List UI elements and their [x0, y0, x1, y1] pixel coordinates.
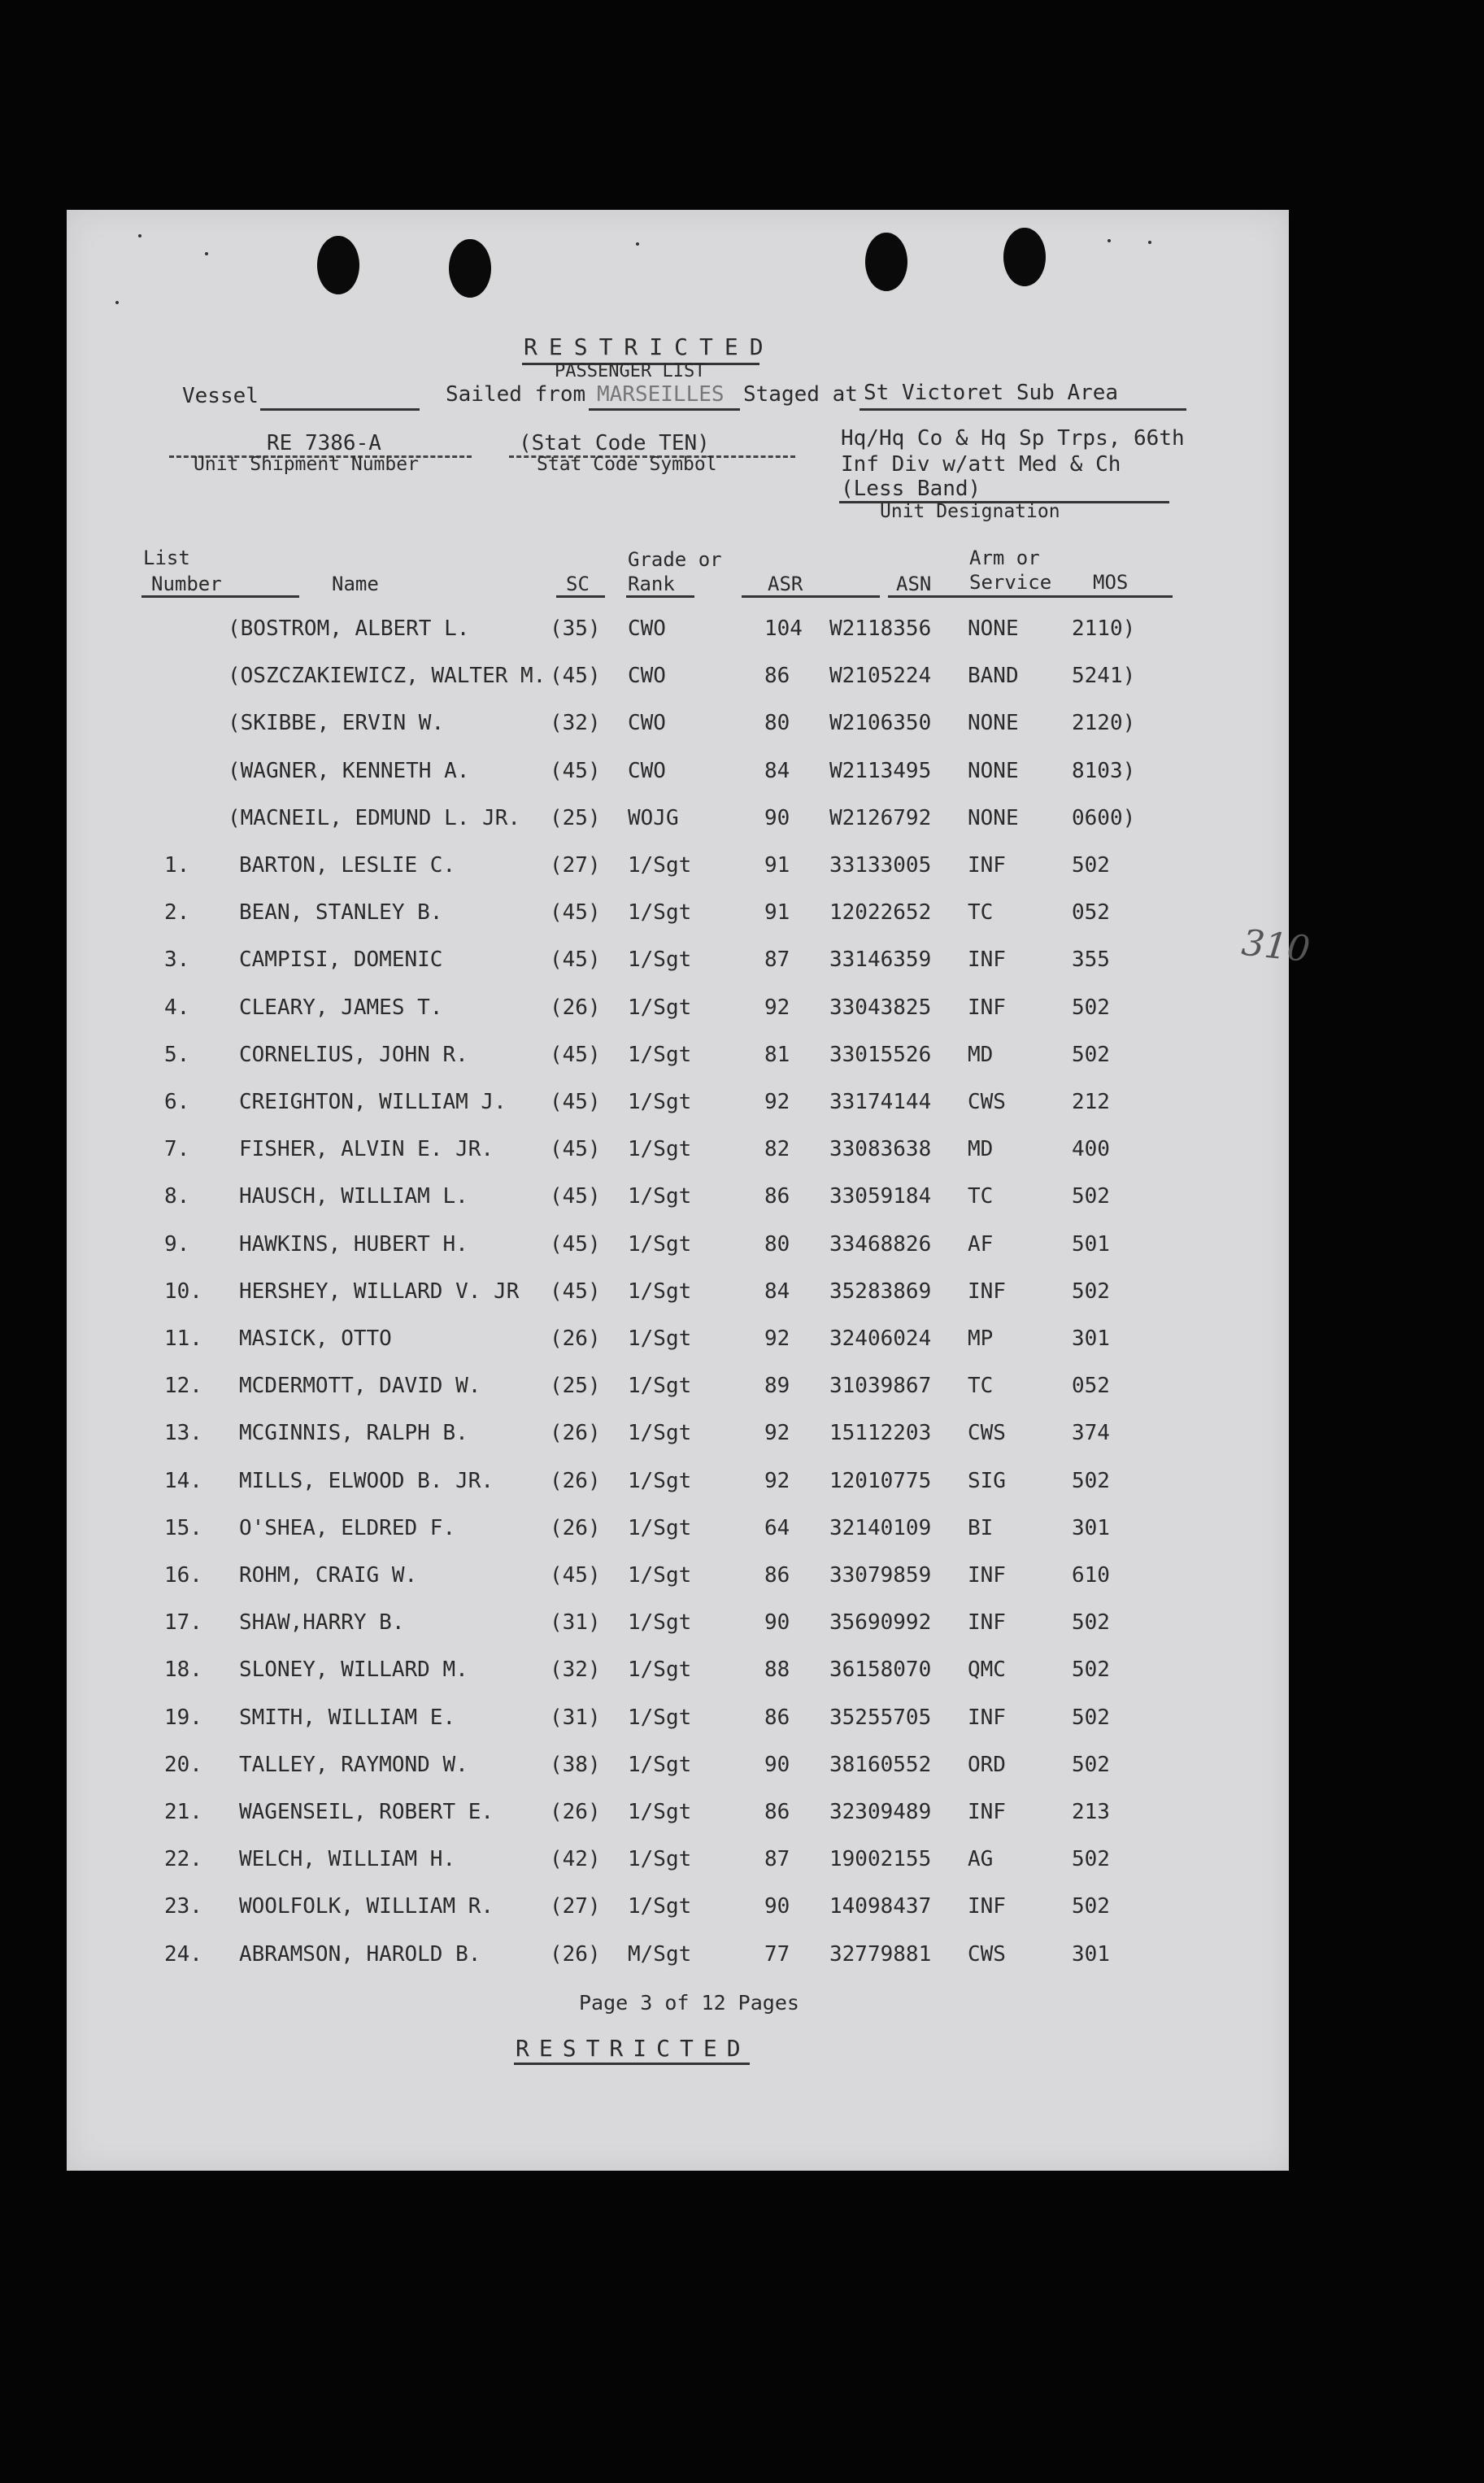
cell-asn: 12010775: [829, 1468, 932, 1493]
cell-name: ROHM, CRAIG W.: [239, 1563, 418, 1588]
cell-arm: INF: [968, 1800, 1006, 1824]
cell-sc: (45): [550, 1137, 601, 1162]
cell-name: (BOSTROM, ALBERT L.: [228, 616, 470, 641]
cell-grade: 1/Sgt: [628, 1042, 692, 1067]
cell-num: 11.: [164, 1326, 202, 1351]
cell-asn: 15112203: [829, 1421, 932, 1446]
sailed-from-value: MARSEILLES: [597, 382, 725, 407]
footer-restricted: RESTRICTED: [516, 2035, 751, 2062]
cell-arm: AG: [968, 1847, 994, 1872]
cell-asn: W2113495: [829, 758, 932, 783]
cell-asn: 19002155: [829, 1847, 932, 1872]
col-list-number: List: [143, 547, 190, 569]
cell-sc: (26): [550, 1326, 601, 1351]
unit-designation-label: Unit Designation: [880, 501, 1060, 522]
cell-asr: 64: [764, 1515, 790, 1540]
cell-asn: 32406024: [829, 1326, 932, 1351]
cell-mos: 301: [1072, 1941, 1110, 1967]
cell-mos: 213: [1072, 1800, 1110, 1824]
cell-asn: 38160552: [829, 1752, 932, 1777]
cell-mos: 502: [1072, 1752, 1110, 1777]
cell-sc: (42): [550, 1847, 601, 1872]
cell-sc: (45): [550, 1184, 601, 1209]
cell-num: 1.: [164, 853, 190, 878]
cell-asr: 80: [764, 1231, 790, 1257]
cell-asn: 32779881: [829, 1941, 932, 1967]
document-title: RESTRICTED: [524, 333, 775, 360]
cell-asr: 89: [764, 1374, 790, 1399]
cell-asr: 104: [764, 616, 803, 641]
cell-num: 12.: [164, 1374, 202, 1399]
unit-designation-line1: Hq/Hq Co & Hq Sp Trps, 66th: [841, 426, 1185, 451]
cell-arm: NONE: [968, 616, 1019, 641]
cell-num: 15.: [164, 1515, 202, 1540]
cell-asn: W2126792: [829, 805, 932, 830]
cell-arm: MD: [968, 1042, 994, 1067]
col-mos: MOS: [1093, 571, 1129, 594]
cell-grade: 1/Sgt: [628, 1137, 692, 1162]
cell-name: HERSHEY, WILLARD V. JR: [239, 1279, 520, 1304]
cell-name: ABRAMSON, HAROLD B.: [239, 1941, 481, 1967]
cell-mos: 502: [1072, 1705, 1110, 1730]
cell-name: MASICK, OTTO: [239, 1326, 392, 1351]
cell-arm: INF: [968, 1610, 1006, 1636]
col-grade-2: Rank: [628, 573, 675, 595]
cell-asn: 12022652: [829, 900, 932, 926]
cell-asn: 36158070: [829, 1658, 932, 1683]
cell-grade: 1/Sgt: [628, 1184, 692, 1209]
cell-sc: (31): [550, 1610, 601, 1636]
cell-arm: NONE: [968, 758, 1019, 783]
cell-arm: NONE: [968, 805, 1019, 830]
cell-grade: CWO: [628, 711, 666, 736]
cell-sc: (45): [550, 758, 601, 783]
cell-asr: 81: [764, 1042, 790, 1067]
page-number: Page 3 of 12 Pages: [579, 1991, 799, 2015]
cell-arm: INF: [968, 1705, 1006, 1730]
col-sc: SC: [566, 573, 590, 595]
cell-name: MCGINNIS, RALPH B.: [239, 1421, 468, 1446]
cell-asr: 92: [764, 1326, 790, 1351]
cell-asn: 33468826: [829, 1231, 932, 1257]
cell-mos: 374: [1072, 1421, 1110, 1446]
unit-designation-line3: (Less Band): [841, 477, 981, 501]
cell-asr: 86: [764, 664, 790, 689]
cell-arm: TC: [968, 1184, 994, 1209]
cell-sc: (45): [550, 1563, 601, 1588]
cell-num: 7.: [164, 1137, 190, 1162]
cell-sc: (26): [550, 1468, 601, 1493]
cell-num: 16.: [164, 1563, 202, 1588]
punch-hole: [449, 239, 491, 298]
cell-grade: 1/Sgt: [628, 1705, 692, 1730]
cell-asn: 35283869: [829, 1279, 932, 1304]
cell-asr: 86: [764, 1800, 790, 1824]
cell-num: 13.: [164, 1421, 202, 1446]
cell-grade: WOJG: [628, 805, 679, 830]
cell-mos: 502: [1072, 853, 1110, 878]
cell-asr: 86: [764, 1563, 790, 1588]
cell-grade: 1/Sgt: [628, 1231, 692, 1257]
cell-sc: (45): [550, 947, 601, 973]
cell-arm: MD: [968, 1137, 994, 1162]
vessel-label: Vessel: [182, 384, 259, 408]
cell-asr: 86: [764, 1184, 790, 1209]
passenger-list-label: PASSENGER LIST: [555, 361, 706, 381]
cell-name: CAMPISI, DOMENIC: [239, 947, 443, 973]
cell-asn: 14098437: [829, 1894, 932, 1919]
cell-asn: W2106350: [829, 711, 932, 736]
unit-shipment-number: RE 7386-A: [267, 431, 381, 455]
cell-asn: 32140109: [829, 1515, 932, 1540]
cell-asn: W2118356: [829, 616, 932, 641]
cell-name: HAWKINS, HUBERT H.: [239, 1231, 468, 1257]
cell-asr: 91: [764, 853, 790, 878]
col-asr: ASR: [768, 573, 803, 595]
col-name: Name: [332, 573, 379, 595]
cell-grade: 1/Sgt: [628, 1894, 692, 1919]
cell-asr: 91: [764, 900, 790, 926]
stat-code-value: (Stat Code TEN): [519, 431, 710, 455]
cell-sc: (31): [550, 1705, 601, 1730]
cell-mos: 2110): [1072, 616, 1136, 641]
cell-arm: NONE: [968, 711, 1019, 736]
cell-num: 17.: [164, 1610, 202, 1636]
cell-sc: (45): [550, 1090, 601, 1114]
cell-mos: 2120): [1072, 711, 1136, 736]
cell-mos: 502: [1072, 1184, 1110, 1209]
cell-sc: (45): [550, 664, 601, 689]
cell-mos: 400: [1072, 1137, 1110, 1162]
cell-asn: 33079859: [829, 1563, 932, 1588]
document-page: [67, 210, 1312, 2171]
cell-grade: 1/Sgt: [628, 1610, 692, 1636]
cell-name: WAGENSEIL, ROBERT E.: [239, 1800, 494, 1824]
cell-grade: 1/Sgt: [628, 947, 692, 973]
cell-mos: 502: [1072, 1042, 1110, 1067]
cell-arm: BAND: [968, 664, 1019, 689]
cell-asr: 87: [764, 947, 790, 973]
cell-name: SLONEY, WILLARD M.: [239, 1658, 468, 1683]
cell-sc: (27): [550, 853, 601, 878]
cell-mos: 5241): [1072, 664, 1136, 689]
cell-asn: 32309489: [829, 1800, 932, 1824]
cell-asr: 84: [764, 758, 790, 783]
cell-num: 8.: [164, 1184, 190, 1209]
staged-at-value: St Victoret Sub Area: [864, 381, 1119, 405]
cell-grade: 1/Sgt: [628, 1515, 692, 1540]
cell-asn: 35690992: [829, 1610, 932, 1636]
cell-sc: (45): [550, 1279, 601, 1304]
cell-mos: 052: [1072, 1374, 1110, 1399]
sailed-from-label: Sailed from: [446, 382, 586, 407]
cell-grade: 1/Sgt: [628, 853, 692, 878]
cell-asr: 92: [764, 995, 790, 1020]
cell-asr: 90: [764, 1752, 790, 1777]
cell-arm: QMC: [968, 1658, 1006, 1683]
cell-mos: 502: [1072, 1279, 1110, 1304]
cell-arm: MP: [968, 1326, 994, 1351]
cell-name: O'SHEA, ELDRED F.: [239, 1515, 456, 1540]
cell-name: FISHER, ALVIN E. JR.: [239, 1137, 494, 1162]
cell-asr: 77: [764, 1941, 790, 1967]
cell-name: MCDERMOTT, DAVID W.: [239, 1374, 481, 1399]
col-grade: Grade or: [628, 548, 722, 571]
cell-grade: M/Sgt: [628, 1941, 692, 1967]
punch-hole: [865, 233, 907, 291]
cell-grade: 1/Sgt: [628, 1658, 692, 1683]
cell-mos: 8103): [1072, 758, 1136, 783]
cell-sc: (26): [550, 995, 601, 1020]
cell-grade: 1/Sgt: [628, 1752, 692, 1777]
cell-arm: INF: [968, 853, 1006, 878]
cell-grade: 1/Sgt: [628, 1090, 692, 1114]
col-list-number-2: Number: [151, 573, 222, 595]
stat-code-label: Stat Code Symbol: [537, 454, 717, 475]
cell-mos: 355: [1072, 947, 1110, 973]
cell-name: BEAN, STANLEY B.: [239, 900, 443, 926]
cell-sc: (38): [550, 1752, 601, 1777]
cell-num: 10.: [164, 1279, 202, 1304]
cell-arm: SIG: [968, 1468, 1006, 1493]
cell-name: WELCH, WILLIAM H.: [239, 1847, 456, 1872]
cell-arm: CWS: [968, 1090, 1006, 1114]
cell-mos: 212: [1072, 1090, 1110, 1114]
cell-arm: INF: [968, 1563, 1006, 1588]
cell-grade: CWO: [628, 758, 666, 783]
cell-arm: INF: [968, 1279, 1006, 1304]
cell-name: (WAGNER, KENNETH A.: [228, 758, 470, 783]
cell-sc: (25): [550, 1374, 601, 1399]
cell-mos: 301: [1072, 1326, 1110, 1351]
cell-grade: 1/Sgt: [628, 1800, 692, 1824]
cell-asn: 33174144: [829, 1090, 932, 1114]
cell-sc: (32): [550, 711, 601, 736]
cell-asn: W2105224: [829, 664, 932, 689]
cell-asr: 82: [764, 1137, 790, 1162]
cell-asn: 33146359: [829, 947, 932, 973]
cell-num: 14.: [164, 1468, 202, 1493]
cell-num: 3.: [164, 947, 190, 973]
cell-name: (OSZCZAKIEWICZ, WALTER M.: [228, 664, 546, 689]
cell-sc: (45): [550, 1042, 601, 1067]
cell-asr: 92: [764, 1090, 790, 1114]
cell-grade: 1/Sgt: [628, 1279, 692, 1304]
cell-arm: INF: [968, 947, 1006, 973]
cell-asr: 80: [764, 711, 790, 736]
cell-mos: 502: [1072, 995, 1110, 1020]
cell-name: CLEARY, JAMES T.: [239, 995, 443, 1020]
cell-mos: 502: [1072, 1847, 1110, 1872]
cell-name: BARTON, LESLIE C.: [239, 853, 456, 878]
cell-asr: 92: [764, 1468, 790, 1493]
cell-mos: 502: [1072, 1468, 1110, 1493]
cell-num: 18.: [164, 1658, 202, 1683]
cell-mos: 502: [1072, 1610, 1110, 1636]
cell-grade: 1/Sgt: [628, 1563, 692, 1588]
cell-sc: (26): [550, 1941, 601, 1967]
cell-grade: 1/Sgt: [628, 1847, 692, 1872]
cell-num: 22.: [164, 1847, 202, 1872]
col-asn: ASN: [896, 573, 932, 595]
cell-arm: INF: [968, 1894, 1006, 1919]
cell-asr: 86: [764, 1705, 790, 1730]
cell-mos: 610: [1072, 1563, 1110, 1588]
cell-arm: ORD: [968, 1752, 1006, 1777]
cell-name: SMITH, WILLIAM E.: [239, 1705, 456, 1730]
cell-name: SHAW,HARRY B.: [239, 1610, 405, 1636]
cell-asr: 92: [764, 1421, 790, 1446]
cell-name: CREIGHTON, WILLIAM J.: [239, 1090, 507, 1114]
cell-sc: (45): [550, 900, 601, 926]
cell-arm: TC: [968, 1374, 994, 1399]
cell-num: 24.: [164, 1941, 202, 1967]
staged-at-label: Staged at: [743, 382, 858, 407]
cell-num: 23.: [164, 1894, 202, 1919]
cell-mos: 501: [1072, 1231, 1110, 1257]
cell-grade: 1/Sgt: [628, 1326, 692, 1351]
cell-num: 6.: [164, 1090, 190, 1114]
cell-arm: INF: [968, 995, 1006, 1020]
cell-name: HAUSCH, WILLIAM L.: [239, 1184, 468, 1209]
margin-number: 310: [1239, 921, 1312, 971]
cell-mos: 301: [1072, 1515, 1110, 1540]
cell-arm: TC: [968, 900, 994, 926]
cell-sc: (26): [550, 1515, 601, 1540]
cell-arm: CWS: [968, 1421, 1006, 1446]
cell-grade: 1/Sgt: [628, 1421, 692, 1446]
cell-asn: 31039867: [829, 1374, 932, 1399]
cell-num: 2.: [164, 900, 190, 926]
cell-name: (MACNEIL, EDMUND L. JR.: [228, 805, 521, 830]
cell-asn: 33133005: [829, 853, 932, 878]
cell-num: 21.: [164, 1800, 202, 1824]
cell-arm: CWS: [968, 1941, 1006, 1967]
cell-asn: 33043825: [829, 995, 932, 1020]
punch-hole: [1003, 228, 1046, 286]
cell-grade: 1/Sgt: [628, 900, 692, 926]
cell-sc: (27): [550, 1894, 601, 1919]
cell-num: 4.: [164, 995, 190, 1020]
cell-name: TALLEY, RAYMOND W.: [239, 1752, 468, 1777]
cell-name: CORNELIUS, JOHN R.: [239, 1042, 468, 1067]
cell-num: 5.: [164, 1042, 190, 1067]
cell-grade: 1/Sgt: [628, 1374, 692, 1399]
cell-asr: 90: [764, 1610, 790, 1636]
cell-mos: 502: [1072, 1894, 1110, 1919]
cell-sc: (35): [550, 616, 601, 641]
col-arm-2: Service: [969, 571, 1052, 594]
cell-sc: (26): [550, 1421, 601, 1446]
cell-grade: CWO: [628, 616, 666, 641]
cell-name: MILLS, ELWOOD B. JR.: [239, 1468, 494, 1493]
cell-num: 9.: [164, 1231, 190, 1257]
cell-sc: (32): [550, 1658, 601, 1683]
cell-num: 20.: [164, 1752, 202, 1777]
cell-arm: BI: [968, 1515, 994, 1540]
col-arm: Arm or: [969, 547, 1040, 569]
cell-asr: 90: [764, 805, 790, 830]
cell-sc: (45): [550, 1231, 601, 1257]
cell-asn: 33083638: [829, 1137, 932, 1162]
cell-asr: 88: [764, 1658, 790, 1683]
cell-grade: CWO: [628, 664, 666, 689]
cell-asr: 84: [764, 1279, 790, 1304]
cell-name: (SKIBBE, ERVIN W.: [228, 711, 445, 736]
cell-mos: 052: [1072, 900, 1110, 926]
cell-mos: 0600): [1072, 805, 1136, 830]
cell-asn: 33059184: [829, 1184, 932, 1209]
unit-designation-line2: Inf Div w/att Med & Ch: [841, 452, 1121, 477]
cell-num: 19.: [164, 1705, 202, 1730]
cell-arm: AF: [968, 1231, 994, 1257]
unit-shipment-label: Unit Shipment Number: [194, 454, 419, 475]
cell-sc: (26): [550, 1800, 601, 1824]
cell-grade: 1/Sgt: [628, 1468, 692, 1493]
cell-name: WOOLFOLK, WILLIAM R.: [239, 1894, 494, 1919]
punch-hole: [317, 236, 359, 294]
cell-asr: 87: [764, 1847, 790, 1872]
cell-asn: 33015526: [829, 1042, 932, 1067]
cell-mos: 502: [1072, 1658, 1110, 1683]
cell-grade: 1/Sgt: [628, 995, 692, 1020]
cell-sc: (25): [550, 805, 601, 830]
cell-asn: 35255705: [829, 1705, 932, 1730]
cell-asr: 90: [764, 1894, 790, 1919]
